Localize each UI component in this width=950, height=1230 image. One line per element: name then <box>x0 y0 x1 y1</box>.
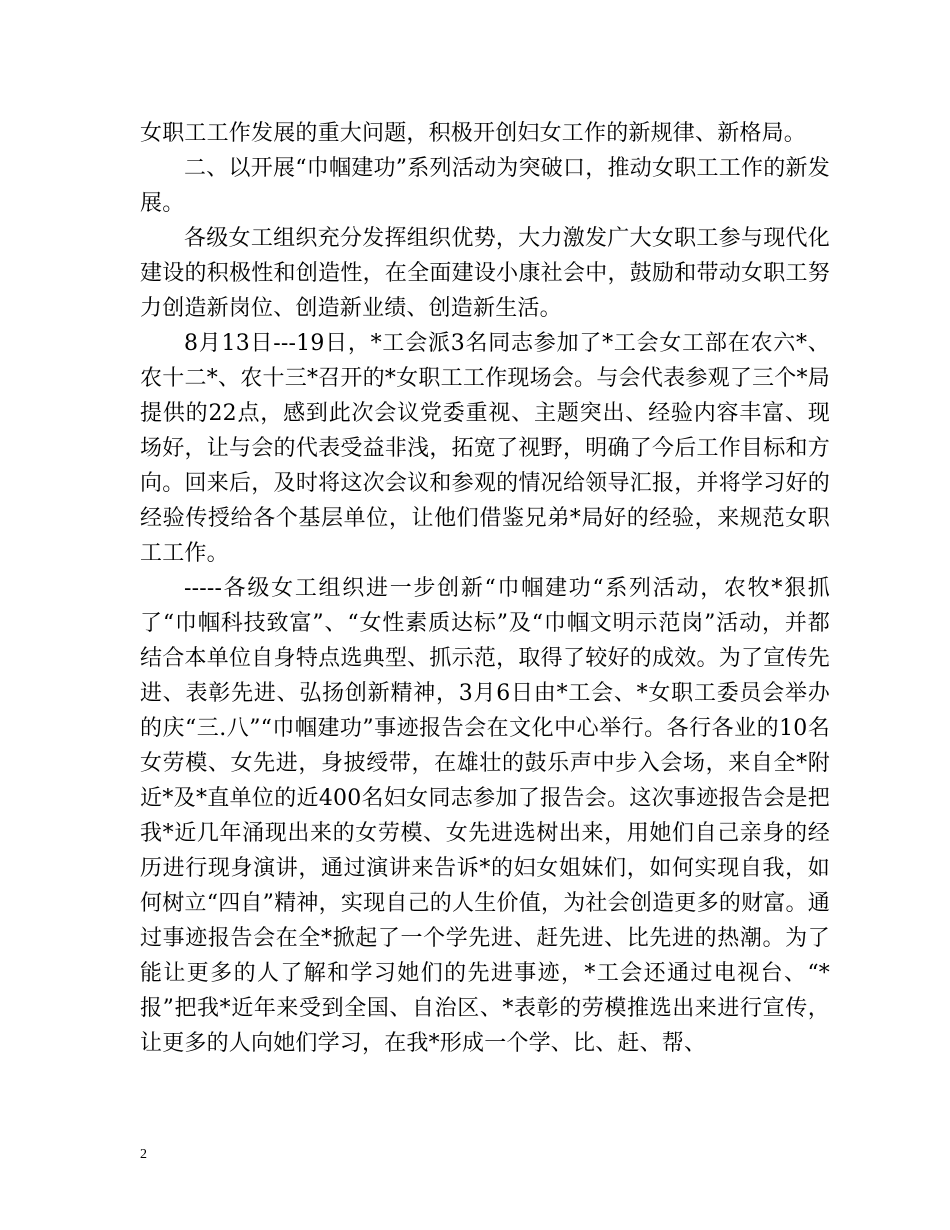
paragraph: -----各级女工组织进一步创新“巾帼建功“系列活动，农牧*狠抓了“巾帼科技致富”、“女性素质达标”及“巾帼文明示范岗”活动，并都结合本单位自身特点选典型、抓示范，取得了较好的成效。为了宣传先进、表彰先进、弘扬创新精神，3月6日由*工会、*女职工委员会举办的庆“三.八”“巾帼建功”事迹报告会在文化中心举行。各行各业的10名女劳模、女先进，身披绶带，在雄壮的鼓乐声中步入会场，来自全*附近*及*直单位的近400名妇女同志参加了报告会。这次事迹报告会是把我*近几年涌现出来的女劳模、女先进选树出来，用她们自己亲身的经历进行现身演讲，通过演讲来告诉*的妇女姐妹们，如何实现自我，如何树立“四自”精神，实现自己的人生价值，为社会创造更多的财富。通过事迹报告会在全*掀起了一个学先进、赶先进、比先进的热潮。为了能让更多的人了解和学习她们的先进事迹，*工会还通过电视台、“*报”把我*近年来受到全国、自治区、*表彰的劳模推选出来进行宣传，让更多的人向她们学习，在我*形成一个学、比、赶、帮、 <box>140 576 830 1056</box>
paragraph: 各级女工组织充分发挥组织优势，大力激发广大女职工参与现代化建设的积极性和创造性，在全面建设小康社会中，鼓励和带动女职工努力创造新岗位、创造新业绩、创造新生活。 <box>140 226 830 321</box>
section-heading: 二、以开展“巾帼建功”系列活动为突破口，推动女职工工作的新发展。 <box>140 156 830 216</box>
paragraph: 8月13日---19日，*工会派3名同志参加了*工会女工部在农六*、农十二*、农十三*召开的*女职工工作现场会。与会代表参观了三个*局提供的22点，感到此次会议党委重视、主题突出、经验内容丰富、现场好，让与会的代表受益非浅，拓宽了视野，明确了今后工作目标和方向。回来后，及时将这次会议和参观的情况给领导汇报，并将学习好的经验传授给各个基层单位，让他们借鉴兄弟*局好的经验，来规范女职工工作。 <box>140 331 830 566</box>
paragraph-continuation: 女职工工作发展的重大问题，积极开创妇女工作的新规律、新格局。 <box>140 121 807 146</box>
document-body <box>140 116 830 1061</box>
page-number: 2 <box>140 1147 147 1162</box>
